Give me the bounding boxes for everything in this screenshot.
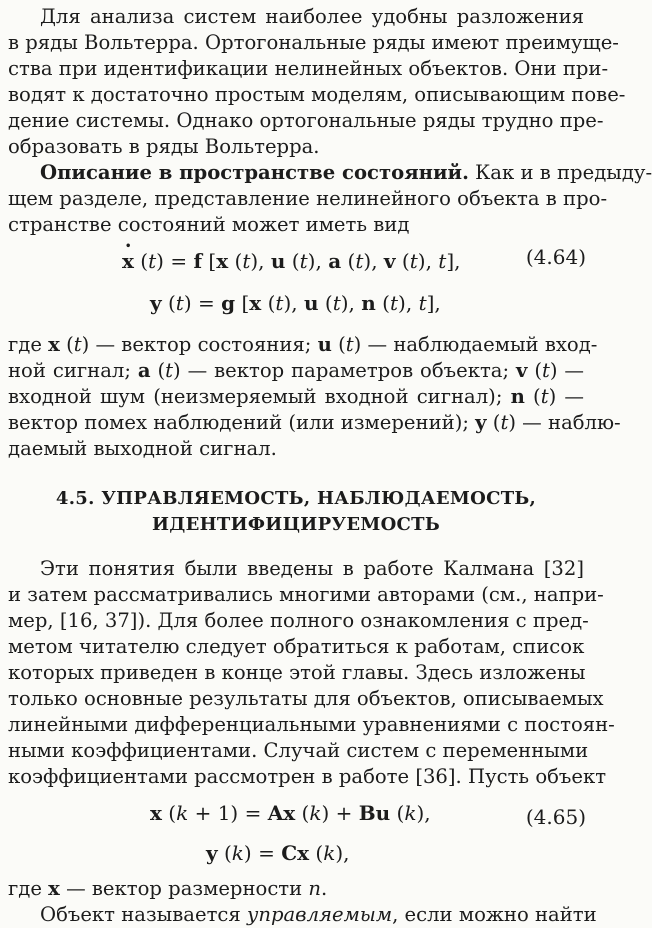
text-line: вектор помех наблюдений (или измерений); y (t) — наблю- [8, 411, 621, 434]
text-line: метом читателю следует обратиться к работам, список [8, 635, 585, 658]
text-line: которых приведен в конце этой главы. Здесь изложены [8, 661, 586, 684]
section-heading: ИДЕНТИФИЦИРУЕМОСТЬ [151, 514, 441, 535]
text-line: только основные результаты для объектов, описываемых [8, 687, 604, 710]
text-line: в ряды Вольтерра. Ортогональные ряды имеют преимуще- [8, 31, 619, 54]
text-line: Для анализа систем наиболее удобны разложения [40, 5, 584, 28]
text-line: входной шум (неизмеряемый входной сигнал); n (t) — [8, 385, 584, 408]
text-line: ной сигнал; a (t) — вектор параметров объекта; v (t) — [8, 359, 585, 382]
equation-line: y (t) = g [x (t), u (t), n (t), t], [150, 291, 441, 315]
text-line: ства при идентификации нелинейных объектов. Они при- [8, 57, 609, 80]
equation-number: (4.65) [525, 805, 586, 829]
text-run: Как и в предыду- [468, 161, 652, 184]
text-line: странстве состояний может иметь вид [8, 213, 410, 236]
equation-line: x (k + 1) = Ax (k) + Bu (k), [150, 801, 431, 825]
text-line: щем разделе, представление нелинейного объекта в про- [8, 187, 608, 210]
text-line: и затем рассматривались многими авторами (см., напри- [8, 583, 604, 606]
text-line: ными коэффициентами. Случай систем с переменными [8, 739, 589, 762]
text-line: Эти понятия были введены в работе Калмана [32] [40, 557, 584, 580]
text-line: мер, [16, 37]). Для более полного ознакомления с пред- [8, 609, 589, 632]
section-heading: 4.5. УПРАВЛЯЕМОСТЬ, НАБЛЮДАЕМОСТЬ, [55, 488, 537, 509]
equation-line: y (k) = Cx (k), [206, 841, 350, 865]
text-line [40, 160, 652, 186]
text-line: коэффициентами рассмотрен в работе [36]. Пусть объект [8, 765, 607, 788]
text-line: линейными дифференциальными уравнениями с постоян- [8, 713, 615, 736]
text-line: образовать в ряды Вольтерра. [8, 135, 320, 158]
text-line: водят к достаточно простым моделям, описывающим пове- [8, 83, 626, 106]
text-line: где x — вектор размерности n. [8, 877, 328, 900]
text-line: дение системы. Однако ортогональные ряды трудно пре- [8, 109, 604, 132]
equation-number: (4.64) [525, 245, 586, 269]
run-in-heading: Описание в пространстве состояний. [40, 161, 469, 184]
text-line: где x (t) — вектор состояния; u (t) — наблюдаемый вход- [8, 333, 598, 356]
equation-line: • x (t) = f [x (t), u (t), a (t), v (t), t], [122, 248, 461, 274]
text-line: даемый выходной сигнал. [8, 437, 277, 460]
text-line: Объект называется управляемым, если можно найти [40, 903, 597, 926]
